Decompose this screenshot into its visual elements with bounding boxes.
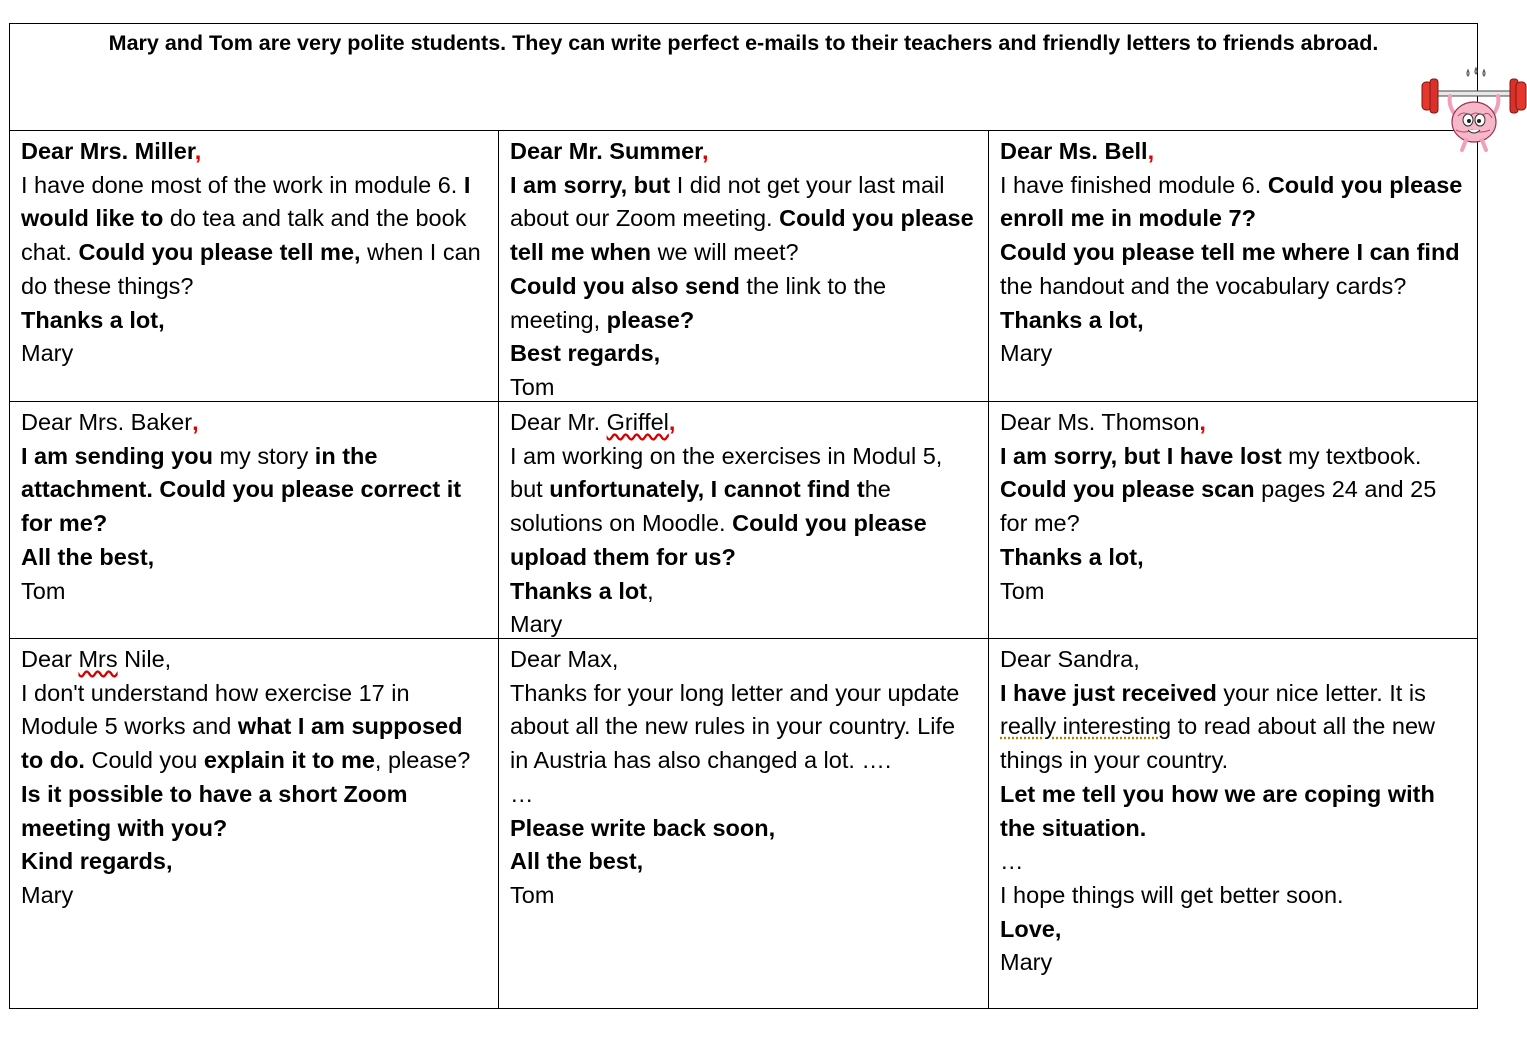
letter-thomson: Dear Ms. Thomson, I am sorry, but I have lost my textbook. Could you please scan pages 24 and 25 for me? Thanks a lot, Tom [1000, 409, 1437, 604]
letter-bell: Dear Ms. Bell, I have finished module 6. Could you please enroll me in module 7? Could you please tell me where I can find the handout and the vocabulary cards? Thanks a lot, Mary [1000, 138, 1463, 367]
letter-sandra: Dear Sandra, I have just received your nice letter. It is really interesting to read about all the new things in your country. Let me tell you how we are coping with the situation. … I hope things will get better soon. Love, Mary [1000, 646, 1436, 976]
letter-miller: Dear Mrs. Miller, I have done most of the work in module 6. I would like to do tea and talk and the book chat. Could you please tell me, when I can do these things? Thanks a lot, Mary [21, 138, 481, 367]
worksheet-heading: Mary and Tom are very polite students. They can write perfect e-mails to their teachers and friendly letters to friends abroad. [10, 24, 1477, 131]
letter-max: Dear Max, Thanks for your long letter and your update about all the new rules in your country. Life in Austria has also changed a lot. …. … Please write back soon, All the best, Tom [510, 646, 960, 908]
letter-baker: Dear Mrs. Baker, I am sending you my story in the attachment. Could you please correct it for me? All the best, Tom [21, 409, 462, 604]
letter-nile: Dear Mrs Nile, I don't understand how exercise 17 in Module 5 works and what I am supposed to do. Could you explain it to me, please? Is it possible to have a short Zoom meeting with you? Kind regards, Mary [21, 646, 471, 908]
letter-summer: Dear Mr. Summer, I am sorry, but I did not get your last mail about our Zoom meeting. Could you please tell me when we will meet? Could you also send the link to the meeting, please? Best regards, Tom [510, 138, 974, 400]
letter-griffel: Dear Mr. Griffel, I am working on the exercises in Modul 5, but unfortunately, I cannot find the solutions on Moodle. Could you please upload them for us? Thanks a lot, Mary [510, 409, 943, 638]
weightlifting-brain-icon [1418, 64, 1527, 154]
worksheet [9, 23, 1478, 1009]
letters-grid [10, 131, 1477, 1008]
